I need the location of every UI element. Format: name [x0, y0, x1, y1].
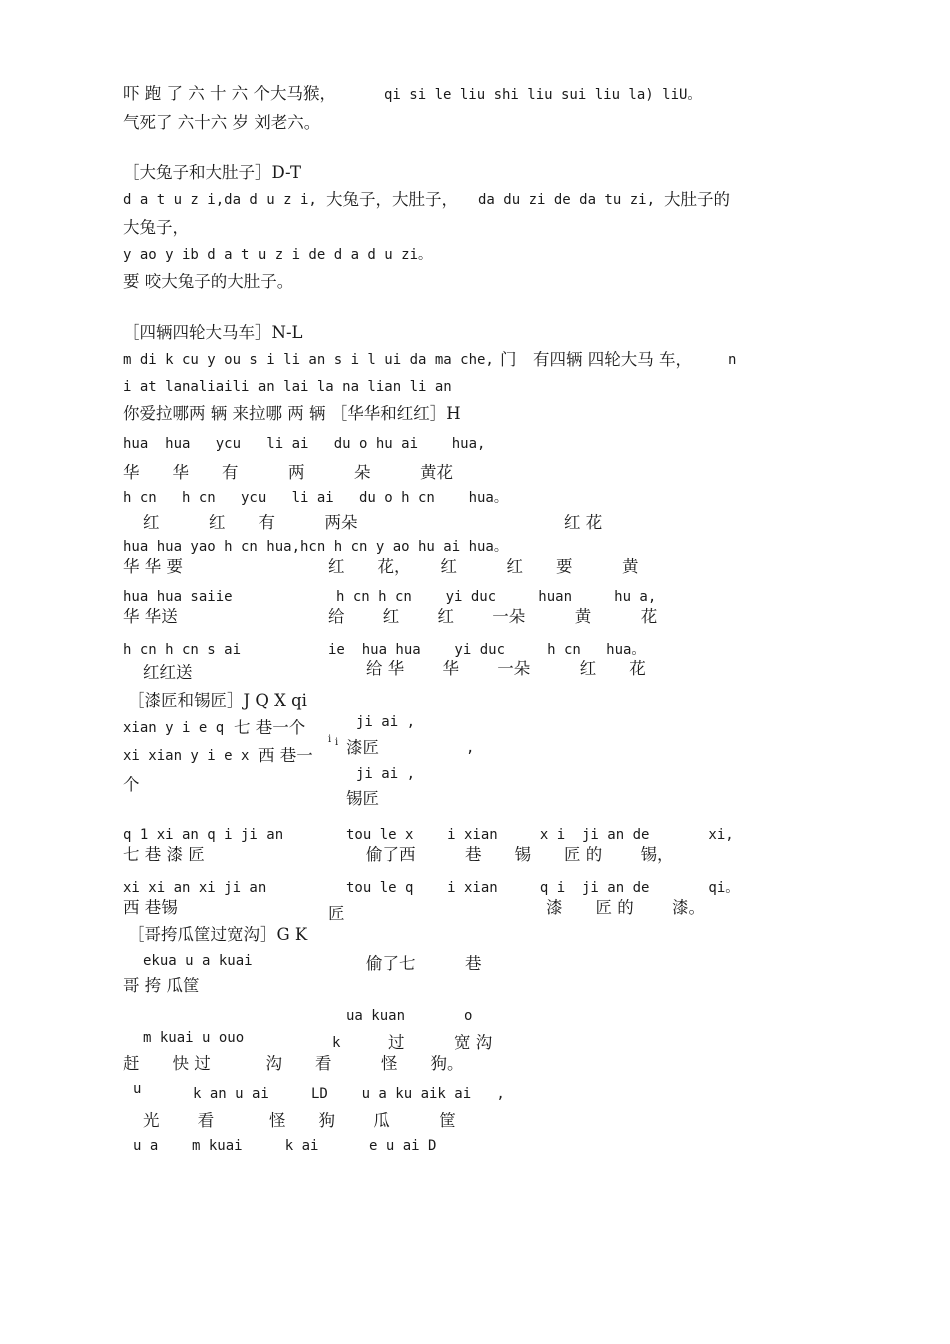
- text-line: ［哥挎瓜筐过宽沟］G K: [128, 925, 308, 944]
- text-line: 吓 跑 了 六 十 六 个大马猴，: [123, 84, 336, 103]
- text-line: 华 华送: [123, 607, 178, 626]
- pinyin-line: m di k cu y ou s i li an s i l ui da ma che,: [123, 352, 503, 368]
- text-line: 红 花， 红 红 要 黄: [328, 557, 639, 576]
- text-line: 大肚子的: [664, 190, 730, 209]
- text-line: 赶 快 过 沟 看 怪 狗。: [123, 1054, 464, 1073]
- pinyin-line: u: [133, 1081, 142, 1097]
- pinyin-line: h cn h cn s ai: [123, 642, 242, 658]
- pinyin-line: y ao y ib d a t u z i de d a d u zi。: [123, 247, 433, 263]
- text-line: 红红送: [143, 663, 193, 682]
- text-line: 漆 匠 的 漆。: [546, 898, 705, 917]
- text-line: 华 华 有 两 朵 黄花: [123, 463, 453, 482]
- text-line: 哥 挎 瓜筐: [123, 976, 200, 995]
- pinyin-line: i at lanaliaili an lai la na lian li an: [123, 379, 452, 395]
- pinyin-line: hua hua saiie: [123, 589, 233, 605]
- pinyin-line: tou le x i xian x i ji an de xi,: [346, 827, 734, 843]
- pinyin-line: da du zi de da tu zi,: [478, 192, 664, 208]
- text-line: ［漆匠和锡匠］J Q X qi: [128, 691, 307, 710]
- pinyin-line: hua hua yao h cn hua,hcn h cn y ao hu ai hua。: [123, 539, 508, 555]
- text-line: 红 花: [564, 513, 603, 532]
- text-line: ［四辆四轮大马车］N-L: [123, 323, 303, 342]
- pinyin-line: xian y i e q: [123, 720, 233, 736]
- text-line: 七 巷 漆 匠: [123, 845, 205, 864]
- pinyin-line: ekua u a kuai: [143, 953, 253, 969]
- text-line: 要 咬大兔子的大肚子。: [123, 272, 294, 291]
- pinyin-line: h cn h cn yi duc huan hu a,: [336, 589, 657, 605]
- text-line: 七 巷一个: [234, 718, 306, 737]
- pinyin-line: hua hua ycu li ai du o hu ai hua,: [123, 436, 486, 452]
- pinyin-line: qi si le liu shi liu sui liu la) liU。: [384, 87, 702, 103]
- pinyin-line: n: [728, 352, 737, 368]
- pinyin-line: ,: [466, 740, 475, 756]
- text-line: 匠: [328, 904, 345, 923]
- text-line: 给 红 红 一朵 黄 花: [328, 607, 658, 626]
- pinyin-line: k an u ai LD u a ku aik ai ,: [193, 1086, 505, 1102]
- pinyin-line: u a m kuai k ai e u ai D: [133, 1138, 437, 1154]
- pinyin-line: ji ai ,: [356, 714, 416, 730]
- text-line: 光 看 怪 狗 瓜 筐: [143, 1111, 456, 1130]
- text-line: 过 宽 沟: [388, 1033, 493, 1052]
- text-line: 个: [123, 775, 140, 794]
- text-line: i: [328, 734, 332, 745]
- text-line: 西 巷一: [258, 746, 313, 765]
- pinyin-line: k: [332, 1035, 341, 1051]
- text-line: 大兔子，: [123, 218, 189, 237]
- text-line: 门 有四辆 四轮大马 车，: [500, 350, 692, 369]
- text-line: 给 华 华 一朵 红 花: [366, 659, 646, 678]
- text-line: 偷了七 巷: [366, 954, 482, 973]
- pinyin-line: xi xi an xi ji an: [123, 880, 267, 896]
- pinyin-line: tou le q i xian q i ji an de qi。: [346, 880, 740, 896]
- pinyin-line: h cn h cn ycu li ai du o h cn hua。: [123, 490, 508, 506]
- text-line: ［大兔子和大肚子］D-T: [123, 163, 302, 182]
- pinyin-line: q 1 xi an q i ji an: [123, 827, 284, 843]
- text-line: 红 红 有 两朵: [143, 513, 358, 532]
- pinyin-line: xi xian y i e x: [123, 748, 258, 764]
- pinyin-line: d a t u z i,da d u z i,: [123, 192, 326, 208]
- pinyin-line: ie hua hua yi duc h cn hua。: [328, 642, 646, 658]
- text-line: 锡匠: [346, 789, 379, 808]
- text-line: 大兔子，大肚子，: [326, 190, 458, 209]
- pinyin-line: m kuai u ouo: [143, 1030, 245, 1046]
- text-line: 西 巷锡: [123, 898, 178, 917]
- text-line: 气死了 六十六 岁 刘老六。: [123, 113, 321, 132]
- pinyin-line: ua kuan o: [346, 1008, 473, 1024]
- text-line: 你爱拉哪两 辆 来拉哪 两 辆 ［华华和红红］H: [123, 404, 461, 423]
- text-line: 华 华 要: [123, 557, 183, 576]
- text-line: 漆匠: [346, 738, 379, 757]
- text-line: 偷了西 巷 锡 匠 的 锡，: [366, 845, 674, 864]
- pinyin-line: ji ai ,: [356, 766, 416, 782]
- text-line: i: [335, 737, 339, 748]
